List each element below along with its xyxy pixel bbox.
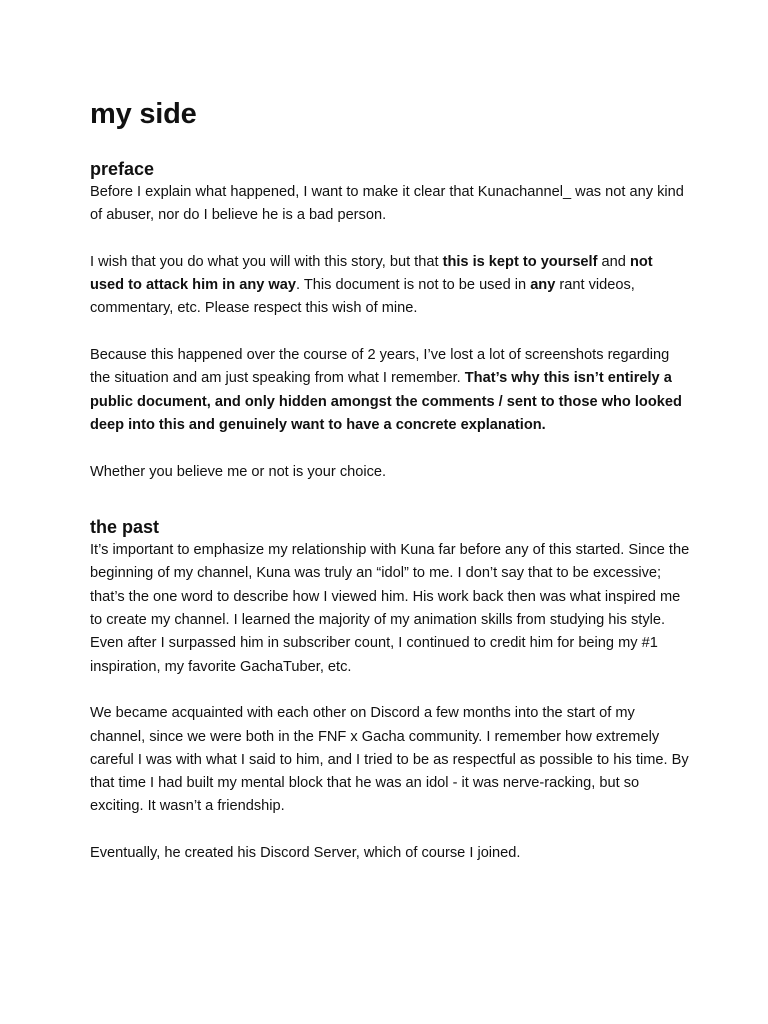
bold-text: any (530, 277, 556, 294)
section-spacer (90, 507, 690, 515)
text-run: rant videos, commentary, etc. Please respect this wish of mine. (90, 277, 635, 317)
section-heading-preface: preface (90, 159, 155, 179)
document-page (90, 96, 690, 889)
text-run: I wish that you do what you will with this story, but that (90, 253, 443, 270)
bold-text: That’s why this isn’t entirely a public document, and only hidden amongst the comments / sent to those who looked deep into this and genuinely want to have a concrete explanation. (90, 370, 682, 433)
bold-text: this is kept to yourself (442, 253, 598, 270)
preface-paragraph-1: Before I explain what happened, I want to make it clear that Kunachannel_ was not any kind of abuser, nor do I believe he is a bad person. (90, 184, 684, 224)
past-paragraph-2: We became acquainted with each other on Discord a few months into the start of my channel, since we were both in the FNF x Gacha community. I remember how extremely careful I was with what I said to him, and I tried to be as respectful as possible to his time. By that time I had built my mental block that he was an idol - it was nerve-racking, but so exciting. It wasn’t a friendship. (90, 705, 689, 815)
preface-paragraph-3 (90, 344, 690, 437)
past-paragraph-1: It’s important to emphasize my relationship with Kuna far before any of this started. Since the beginning of my channel, Kuna was truly an “idol” to me. I don’t say that to be excessive; that’s the one word to describe how I viewed him. His work back then was what inspired me to create my channel. I learned the majority of my animation skills from studying his style. Even after I surpassed him in subscriber count, I continued to credit him for being my #1 inspiration, my favorite GachaTuber, etc. (90, 542, 690, 675)
text-run: Because this happened over the course of 2 years, I’ve lost a lot of screenshots regarding the situation and am just speaking from what I remember. (90, 347, 670, 387)
preface-paragraph-2 (90, 251, 690, 321)
preface-paragraph-4: Whether you believe me or not is your choice. (90, 463, 387, 480)
section-heading-past: the past (90, 517, 160, 538)
document-title: my side (90, 98, 197, 130)
bold-text: not used to attack him in any way (90, 253, 653, 294)
past-paragraph-3: Eventually, he created his Discord Server, which of course I joined. (90, 845, 521, 862)
text-run: and (597, 253, 630, 270)
text-run: . This document is not to be used in (296, 277, 531, 294)
